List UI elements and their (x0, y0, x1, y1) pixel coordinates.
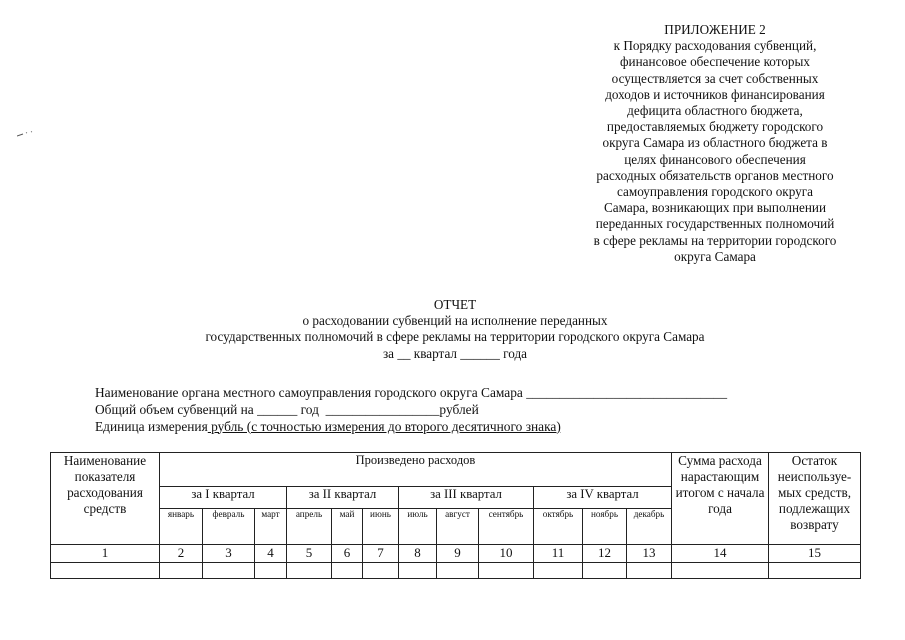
column-number: 15 (769, 545, 861, 563)
header-month: ноябрь (583, 509, 627, 545)
header-month: август (437, 509, 479, 545)
unit-prefix: Единица измерения (95, 418, 208, 434)
appendix-line: к Порядку расходования субвенций, (613, 38, 817, 54)
table-cell (287, 563, 332, 579)
table-cell (479, 563, 534, 579)
column-number: 3 (203, 545, 255, 563)
table-cell (332, 563, 363, 579)
column-number: 11 (534, 545, 583, 563)
table-cell (769, 563, 861, 579)
total-suffix: _________________рублей (325, 401, 479, 417)
header-cumulative-sum: Сумма расхода нарастающим итогом с начала года (672, 453, 769, 545)
header-expenses: Произведено расходов (160, 453, 672, 487)
appendix-line: дефицита областного бюджета, (627, 103, 803, 119)
header-month: апрель (287, 509, 332, 545)
report-table (50, 452, 861, 579)
header-month: февраль (203, 509, 255, 545)
header-indicator-name: Наименование показателя расходования средств (51, 453, 160, 545)
appendix-line: финансовое обеспечение которых (620, 54, 810, 70)
table-cell (672, 563, 769, 579)
header-month: октябрь (534, 509, 583, 545)
column-number: 6 (332, 545, 363, 563)
header-month: декабрь (627, 509, 672, 545)
header-month: май (332, 509, 363, 545)
appendix-line: округа Самара из областного бюджета в (602, 135, 828, 151)
table-cell (203, 563, 255, 579)
total-prefix: Общий объем субвенций на ______ год (95, 401, 319, 417)
table-row (51, 563, 861, 579)
column-number: 14 (672, 545, 769, 563)
table-cell (583, 563, 627, 579)
unit-field (95, 419, 875, 436)
column-number: 2 (160, 545, 203, 563)
column-number: 5 (287, 545, 332, 563)
column-number: 9 (437, 545, 479, 563)
table-cell (363, 563, 399, 579)
header-quarter-1: за I квартал (160, 487, 287, 509)
header-month: июль (399, 509, 437, 545)
table-cell (534, 563, 583, 579)
column-number: 12 (583, 545, 627, 563)
appendix-line: Самара, возникающих при выполнении (603, 200, 827, 216)
body-name-field: Наименование органа местного самоуправления городского округа Самара ______________________________ (95, 385, 728, 400)
unit-value: рубль (с точностью измерения до второго десятичного знака) (207, 418, 561, 434)
appendix-block (560, 22, 870, 265)
column-number: 4 (255, 545, 287, 563)
appendix-line: расходных обязательств органов местного (596, 167, 834, 183)
report-subtitle-line: государственных полномочий в сфере рекламы на территории городского округа Самара (205, 329, 705, 345)
header-month: сентябрь (479, 509, 534, 545)
table-cell (51, 563, 160, 579)
header-quarter-2: за II квартал (287, 487, 399, 509)
appendix-title: ПРИЛОЖЕНИЕ 2 (664, 22, 766, 37)
report-heading (100, 297, 810, 362)
header-unused-rest: Остаток неиспользуе-мых средств, подлежащих возврату (769, 453, 861, 545)
report-subtitle-line: о расходовании субвенций на исполнение переданных (302, 313, 608, 329)
appendix-line: самоуправления городского округа (617, 184, 813, 200)
appendix-line: в сфере рекламы на территории городского (593, 232, 837, 248)
appendix-line: переданных государственных полномочий (595, 216, 835, 232)
header-quarter-4: за IV квартал (534, 487, 672, 509)
table-cell (255, 563, 287, 579)
table-cell (160, 563, 203, 579)
total-subvention-field (95, 402, 875, 419)
table-cell (437, 563, 479, 579)
appendix-line: осуществляется за счет собственных (611, 70, 819, 86)
column-number: 1 (51, 545, 160, 563)
column-number: 7 (363, 545, 399, 563)
header-month: июнь (363, 509, 399, 545)
header-month: январь (160, 509, 203, 545)
column-number: 8 (399, 545, 437, 563)
table-cell (627, 563, 672, 579)
table-cell (399, 563, 437, 579)
report-period-line: за __ квартал ______ года (382, 345, 528, 361)
header-month: март (255, 509, 287, 545)
report-title: ОТЧЕТ (433, 297, 477, 312)
scan-mark (17, 131, 37, 137)
appendix-line: доходов и источников финансирования (605, 86, 825, 102)
appendix-line: округа Самара (674, 248, 756, 264)
column-number: 10 (479, 545, 534, 563)
appendix-line: предоставляемых бюджету городского (606, 119, 824, 135)
header-quarter-3: за III квартал (399, 487, 534, 509)
appendix-line: целях финансового обеспечения (624, 151, 806, 167)
column-number: 13 (627, 545, 672, 563)
report-fields (95, 385, 875, 435)
